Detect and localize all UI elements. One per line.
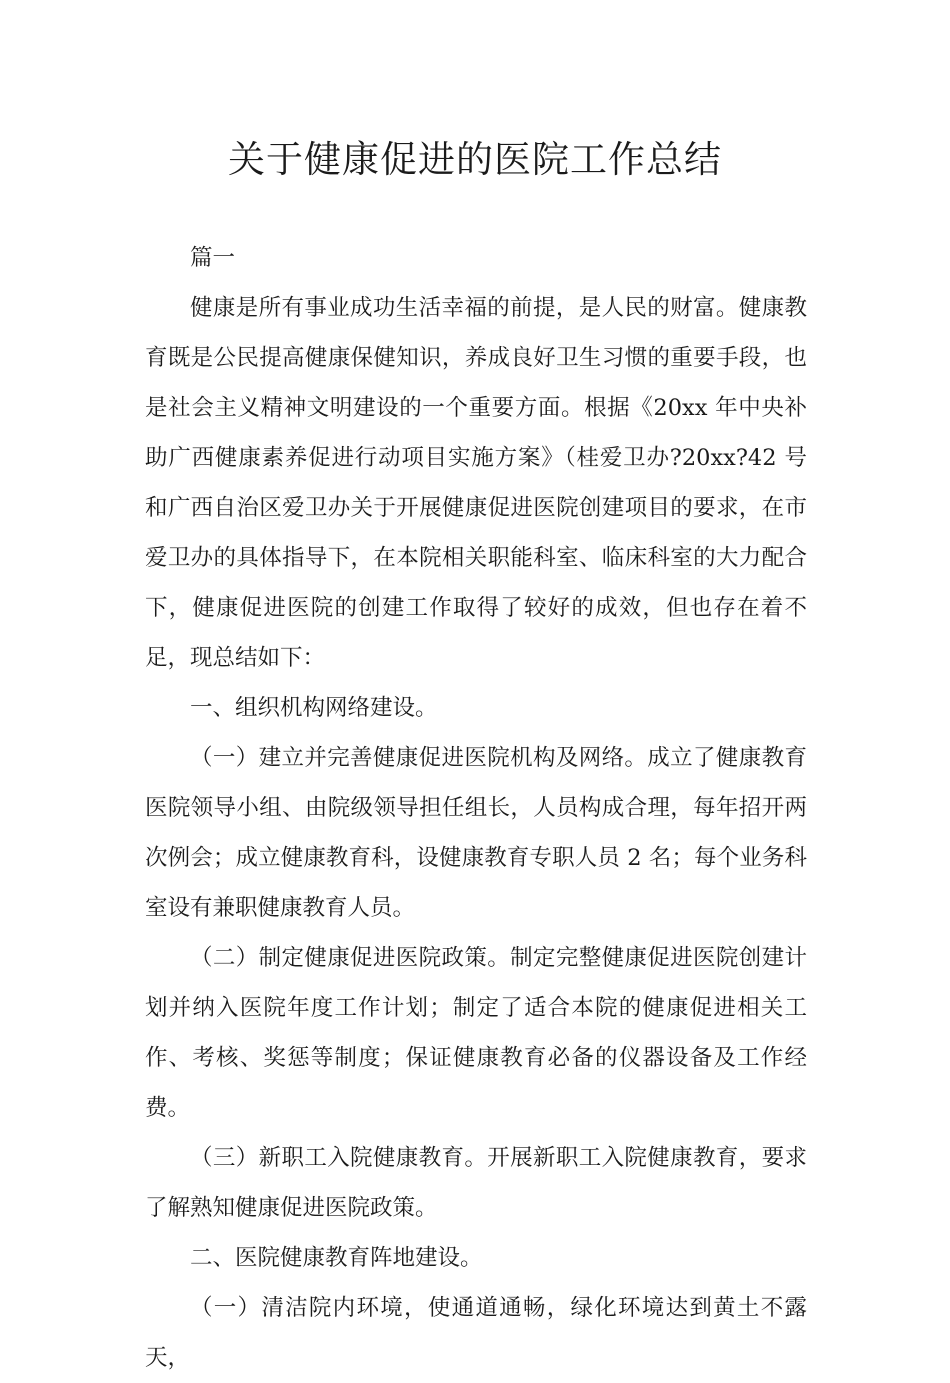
heading-section-2: 二、医院健康教育阵地建设。 xyxy=(190,1245,483,1271)
paragraph-1-2: （二）制定健康促进医院政策。制定完整健康促进医院创建计划并纳入医院年度工作计划；制定了适合本院的健康促进相关工作、考核、奖惩等制度；保证健康教育必备的仪器设备及工作经费。 xyxy=(145,945,807,1121)
paragraph-1-1: （一）建立并完善健康促进医院机构及网络。成立了健康教育医院领导小组、由院级领导担任组长，人员构成合理，每年招开两次例会；成立健康教育科，设健康教育专职人员 2 名；每个业务科室设有兼职健康教育人员。 xyxy=(145,745,807,921)
document-title: 关于健康促进的医院工作总结 xyxy=(228,138,722,181)
document-body xyxy=(145,233,807,1383)
paragraph-intro: 健康是所有事业成功生活幸福的前提，是人民的财富。健康教育既是公民提高健康保健知识，养成良好卫生习惯的重要手段，也是社会主义精神文明建设的一个重要方面。根据《20xx 年中央补助广西健康素养促进行动项目实施方案》（桂爱卫办?20xx?42 号和广西自治区爱卫办关于开展健康促进医院创建项目的要求，在市爱卫办的具体指导下，在本院相关职能科室、临床科室的大力配合下，健康促进医院的创建工作取得了较好的成效，但也存在着不足，现总结如下： xyxy=(145,295,807,671)
paragraph-1-3: （三）新职工入院健康教育。开展新职工入院健康教育，要求了解熟知健康促进医院政策。 xyxy=(145,1145,807,1221)
heading-section-1: 一、组织机构网络建设。 xyxy=(190,695,438,721)
paragraph-2-1: （一）清洁院内环境，使通道通畅，绿化环境达到黄土不露天， xyxy=(145,1295,807,1371)
paragraph-section-label: 篇一 xyxy=(190,245,236,271)
